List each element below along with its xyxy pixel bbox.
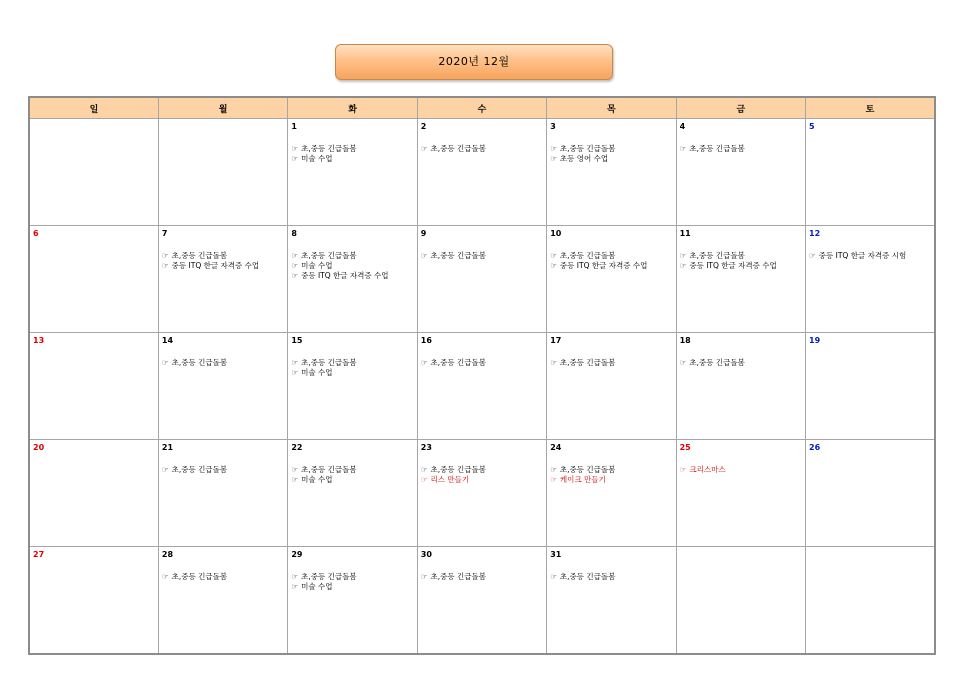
event-list (421, 251, 543, 261)
day-cell[interactable] (676, 440, 805, 547)
day-cell[interactable] (417, 333, 546, 440)
day-number: 31 (550, 550, 562, 559)
event-item (291, 251, 413, 261)
event-text: 미술 수업 (301, 475, 333, 484)
day-number: 12 (809, 229, 821, 238)
day-cell[interactable] (806, 119, 935, 226)
pointing-hand-icon: ☞ (291, 582, 299, 591)
event-text: 초,중등 긴급돌봄 (689, 358, 745, 367)
event-text: 초,중등 긴급돌봄 (559, 358, 616, 367)
event-list (421, 144, 543, 154)
event-list (680, 465, 802, 475)
day-number: 22 (291, 443, 303, 452)
day-number: 28 (161, 550, 174, 559)
pointing-hand-icon: ☞ (420, 144, 428, 153)
day-number: 14 (161, 336, 174, 345)
event-item (550, 261, 672, 271)
event-item (550, 465, 672, 475)
event-list (550, 465, 672, 485)
event-text: 미술 수업 (301, 582, 333, 591)
day-cell[interactable] (288, 226, 417, 333)
pointing-hand-icon: ☞ (809, 251, 816, 260)
event-list (162, 251, 284, 271)
day-number: 29 (291, 550, 303, 559)
day-cell[interactable] (547, 226, 676, 333)
day-cell[interactable] (288, 333, 417, 440)
day-number: 18 (679, 336, 691, 345)
day-number: 16 (420, 336, 432, 345)
pointing-hand-icon: ☞ (161, 572, 169, 581)
week-row (29, 547, 935, 655)
event-text: 리스 만들기 (430, 475, 470, 484)
day-number: 2 (420, 122, 427, 131)
pointing-hand-icon: ☞ (291, 261, 299, 270)
event-text: 초,중등 긴급돌봄 (301, 572, 357, 581)
day-cell[interactable] (806, 547, 935, 655)
day-number: 26 (809, 443, 821, 452)
day-cell[interactable] (547, 440, 676, 547)
day-cell[interactable] (158, 440, 287, 547)
event-text: 미술 수업 (301, 368, 333, 377)
day-number: 8 (291, 229, 297, 238)
day-number (33, 121, 155, 133)
event-item (291, 465, 413, 475)
event-text: 초,중등 긴급돌봄 (689, 251, 745, 260)
event-list (680, 358, 802, 368)
week-row (29, 440, 935, 547)
pointing-hand-icon: ☞ (420, 251, 428, 260)
event-list (162, 572, 284, 582)
event-list (550, 144, 672, 164)
day-cell[interactable] (676, 547, 805, 655)
pointing-hand-icon: ☞ (679, 144, 687, 153)
event-text: 초,중등 긴급돌봄 (171, 465, 228, 474)
pointing-hand-icon: ☞ (420, 572, 428, 581)
day-number: 30 (420, 550, 432, 559)
weekday-sat: 토 (806, 97, 935, 119)
day-cell[interactable] (806, 226, 935, 333)
event-list (550, 251, 672, 271)
pointing-hand-icon: ☞ (679, 251, 687, 260)
event-item (162, 572, 284, 582)
day-number: 1 (291, 122, 297, 131)
pointing-hand-icon: ☞ (291, 368, 299, 377)
event-text: 초,중등 긴급돌봄 (301, 251, 357, 260)
day-cell[interactable] (158, 547, 287, 655)
event-text: 초,중등 긴급돌봄 (559, 144, 616, 153)
pointing-hand-icon: ☞ (291, 358, 299, 367)
pointing-hand-icon: ☞ (291, 144, 299, 153)
event-text: 미술 수업 (301, 154, 333, 163)
event-item (291, 271, 413, 281)
week-row (29, 333, 935, 440)
event-text: 중등 ITQ 한글 자격증 수업 (559, 261, 648, 270)
event-item (550, 154, 672, 164)
event-item (291, 154, 413, 164)
event-list (291, 251, 413, 281)
event-text: 초,중등 긴급돌봄 (430, 358, 486, 367)
pointing-hand-icon: ☞ (161, 358, 169, 367)
event-list (421, 572, 543, 582)
weekday-tue: 화 (288, 97, 417, 119)
day-number (162, 121, 284, 133)
event-item (291, 572, 413, 582)
day-cell[interactable] (29, 440, 158, 547)
pointing-hand-icon: ☞ (291, 271, 299, 280)
event-list (421, 465, 543, 485)
event-list (291, 358, 413, 378)
event-list (291, 144, 413, 164)
pointing-hand-icon: ☞ (679, 465, 687, 474)
pointing-hand-icon: ☞ (679, 358, 687, 367)
event-text: 초,중등 긴급돌봄 (430, 144, 486, 153)
event-item (291, 582, 413, 592)
pointing-hand-icon: ☞ (291, 475, 299, 484)
event-item (680, 144, 802, 154)
pointing-hand-icon: ☞ (420, 465, 428, 474)
pointing-hand-icon: ☞ (550, 154, 557, 163)
pointing-hand-icon: ☞ (550, 572, 557, 581)
event-list (421, 358, 543, 368)
event-text: 초,중등 긴급돌봄 (171, 572, 228, 581)
event-item (421, 144, 543, 154)
day-number: 6 (33, 229, 39, 238)
event-list (291, 465, 413, 485)
day-cell[interactable] (417, 440, 546, 547)
weekday-mon: 월 (158, 97, 287, 119)
day-number (809, 549, 931, 561)
day-cell[interactable] (158, 333, 287, 440)
pointing-hand-icon: ☞ (550, 358, 557, 367)
event-text: 초,중등 긴급돌봄 (559, 572, 616, 581)
event-item (162, 261, 284, 271)
day-number: 13 (33, 336, 45, 345)
pointing-hand-icon: ☞ (161, 261, 169, 270)
day-cell[interactable] (417, 547, 546, 655)
event-text: 초,중등 긴급돌봄 (301, 465, 357, 474)
event-item (550, 358, 672, 368)
event-list (809, 251, 931, 261)
pointing-hand-icon: ☞ (679, 261, 687, 270)
pointing-hand-icon: ☞ (291, 465, 299, 474)
event-text: 초,중등 긴급돌봄 (171, 251, 228, 260)
event-item (291, 261, 413, 271)
event-item (162, 465, 284, 475)
event-text: 초등 영어 수업 (559, 154, 609, 163)
event-list (162, 358, 284, 368)
day-number: 15 (291, 336, 303, 345)
day-cell[interactable] (676, 333, 805, 440)
pointing-hand-icon: ☞ (550, 261, 557, 270)
event-item (680, 261, 802, 271)
day-cell[interactable] (158, 119, 287, 226)
day-cell[interactable] (288, 440, 417, 547)
weekday-thu: 목 (547, 97, 676, 119)
event-item (550, 251, 672, 261)
day-cell[interactable] (547, 547, 676, 655)
event-list (550, 572, 672, 582)
day-number: 24 (550, 443, 562, 452)
event-list (550, 358, 672, 368)
pointing-hand-icon: ☞ (550, 251, 557, 260)
event-item (291, 358, 413, 368)
event-text: 초,중등 긴급돌봄 (689, 144, 745, 153)
day-number: 7 (161, 229, 168, 238)
event-item (550, 475, 672, 485)
day-cell[interactable] (29, 547, 158, 655)
weekday-wed: 수 (417, 97, 546, 119)
event-text: 미술 수업 (301, 261, 333, 270)
day-number: 23 (420, 443, 432, 452)
weekday-sun: 일 (29, 97, 158, 119)
event-text: 중등 ITQ 한글 자격증 수업 (171, 261, 260, 270)
pointing-hand-icon: ☞ (420, 475, 428, 484)
event-item (291, 475, 413, 485)
event-text: 초,중등 긴급돌봄 (430, 251, 486, 260)
pointing-hand-icon: ☞ (420, 358, 428, 367)
event-text: 중등 ITQ 한글 자격증 시험 (818, 251, 907, 260)
day-number: 10 (550, 229, 562, 238)
event-item (421, 572, 543, 582)
event-list (291, 572, 413, 592)
day-cell[interactable] (288, 547, 417, 655)
day-number: 9 (420, 229, 427, 238)
week-row (29, 119, 935, 226)
day-cell[interactable] (417, 226, 546, 333)
day-cell[interactable] (547, 119, 676, 226)
day-number: 25 (679, 443, 691, 452)
event-item (421, 465, 543, 475)
day-number: 5 (809, 122, 815, 131)
event-text: 초,중등 긴급돌봄 (301, 144, 357, 153)
weekday-header-row (29, 97, 935, 119)
day-cell[interactable] (676, 226, 805, 333)
day-number (680, 549, 802, 561)
event-item (680, 251, 802, 261)
event-text: 초,중등 긴급돌봄 (301, 358, 357, 367)
event-text: 초,중등 긴급돌봄 (430, 572, 486, 581)
event-text: 크리스마스 (689, 465, 726, 474)
pointing-hand-icon: ☞ (291, 251, 299, 260)
event-text: 초,중등 긴급돌봄 (559, 251, 616, 260)
day-number: 21 (161, 443, 174, 452)
pointing-hand-icon: ☞ (161, 251, 169, 260)
weekday-fri: 금 (676, 97, 805, 119)
day-number: 20 (33, 443, 45, 452)
day-cell[interactable] (288, 119, 417, 226)
event-list (680, 251, 802, 271)
event-item (680, 465, 802, 475)
event-item (291, 368, 413, 378)
event-text: 초,중등 긴급돌봄 (559, 465, 616, 474)
pointing-hand-icon: ☞ (550, 465, 557, 474)
event-text: 케이크 만들기 (559, 475, 606, 484)
day-cell[interactable] (806, 333, 935, 440)
event-item (421, 358, 543, 368)
pointing-hand-icon: ☞ (291, 154, 299, 163)
day-cell[interactable] (29, 119, 158, 226)
day-number: 11 (679, 229, 691, 238)
event-item (421, 251, 543, 261)
pointing-hand-icon: ☞ (550, 475, 557, 484)
event-item (291, 144, 413, 154)
event-text: 중등 ITQ 한글 자격증 수업 (301, 271, 389, 280)
day-number: 17 (550, 336, 562, 345)
event-text: 초,중등 긴급돌봄 (430, 465, 486, 474)
day-cell[interactable] (29, 226, 158, 333)
day-cell[interactable] (806, 440, 935, 547)
day-number: 19 (809, 336, 821, 345)
event-item (421, 475, 543, 485)
pointing-hand-icon: ☞ (550, 144, 557, 153)
day-number: 4 (679, 122, 686, 131)
week-row (29, 226, 935, 333)
day-cell[interactable] (417, 119, 546, 226)
day-number: 3 (550, 122, 556, 131)
event-item (162, 251, 284, 261)
event-list (162, 465, 284, 475)
event-item (550, 572, 672, 582)
month-calendar (28, 96, 936, 655)
day-cell[interactable] (676, 119, 805, 226)
calendar-title: 2020년 12월 (335, 44, 613, 80)
event-item (162, 358, 284, 368)
day-cell[interactable] (158, 226, 287, 333)
event-item (550, 144, 672, 154)
event-list (680, 144, 802, 154)
day-cell[interactable] (547, 333, 676, 440)
event-text: 중등 ITQ 한글 자격증 수업 (689, 261, 777, 270)
day-number: 27 (33, 550, 45, 559)
event-item (680, 358, 802, 368)
event-item (809, 251, 931, 261)
pointing-hand-icon: ☞ (161, 465, 169, 474)
pointing-hand-icon: ☞ (291, 572, 299, 581)
event-text: 초,중등 긴급돌봄 (171, 358, 228, 367)
day-cell[interactable] (29, 333, 158, 440)
